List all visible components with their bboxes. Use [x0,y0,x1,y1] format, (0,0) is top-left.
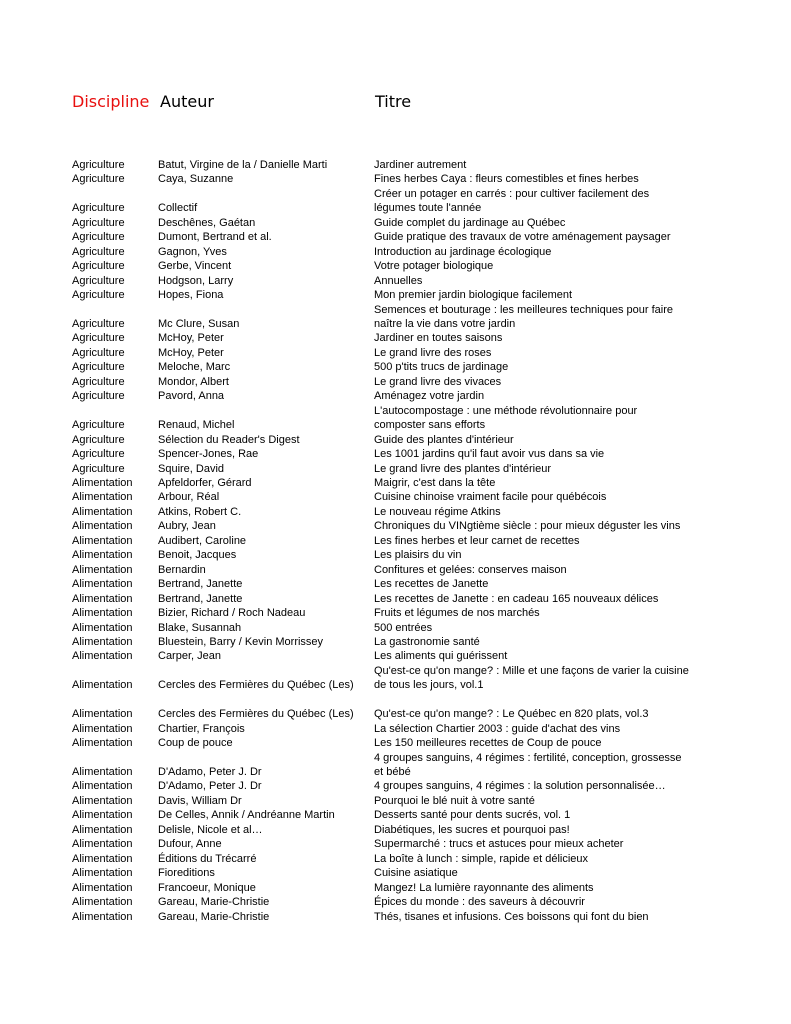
cell-auteur: Bernardin [158,563,206,576]
cell-titre [374,881,720,895]
cell-titre-line: Jardiner en toutes saisons [374,332,503,345]
table-row [72,881,722,895]
cell-titre [374,303,720,332]
cell-titre-line: Jardiner autrement [374,159,467,171]
cell-titre-line: Guide des plantes d'intérieur [374,433,514,446]
cell-titre-line: 500 entrées [374,621,433,634]
cell-auteur: Aubry, Jean [158,520,216,533]
table-row [72,895,722,909]
cell-titre [374,606,720,620]
table-row [72,852,722,866]
cell-titre-line: Les plaisirs du vin [374,549,462,562]
table-row [72,823,722,837]
table-row [72,476,722,490]
table-row [72,621,722,635]
table-row [72,404,722,433]
table-row [72,245,722,259]
cell-discipline: Agriculture [72,173,125,186]
cell-titre [374,230,720,244]
cell-titre-line: La sélection Chartier 2003 : guide d'achat des vins [374,722,621,735]
cell-discipline: Alimentation [72,838,133,851]
cell-titre-line: Guide complet du jardinage au Québec [374,216,566,229]
cell-titre-line: La gastronomie santé [374,635,480,648]
cell-discipline: Alimentation [72,722,133,735]
cell-auteur: Batut, Virgine de la / Danielle Marti [158,159,328,171]
cell-titre [374,910,720,924]
cell-titre [374,621,720,635]
table-row [72,707,722,721]
cell-titre-line: Semences et bouturage : les meilleures techniques pour faire [374,303,674,316]
cell-auteur: Gareau, Marie-Christie [158,910,270,923]
cell-discipline: Agriculture [72,332,125,345]
cell-discipline: Agriculture [72,448,125,461]
table-row [72,779,722,793]
table-row [72,736,722,750]
cell-auteur: Atkins, Robert C. [158,505,242,518]
cell-titre [374,548,720,562]
table-row [72,910,722,924]
cell-titre [374,779,720,793]
cell-discipline: Agriculture [72,245,125,258]
cell-auteur: Pavord, Anna [158,390,225,403]
table-row [72,447,722,461]
cell-titre-line: Votre potager biologique [374,260,494,273]
cell-titre [374,346,720,360]
header-titre: Titre [375,92,412,111]
table-row [72,216,722,230]
cell-titre [374,722,720,736]
cell-auteur: Gareau, Marie-Christie [158,896,270,909]
cell-discipline: Alimentation [72,476,133,489]
cell-auteur: Dumont, Bertrand et al. [158,231,272,244]
cell-titre-line: Guide pratique des travaux de votre aménagement paysager [374,231,671,244]
table-row [72,649,722,663]
cell-discipline: Alimentation [72,621,133,634]
cell-titre [374,852,720,866]
table-row [72,534,722,548]
table-row [72,722,722,736]
cell-auteur: Bizier, Richard / Roch Nadeau [158,607,306,620]
cell-titre [374,447,720,461]
cell-titre-line: Les aliments qui guérissent [374,650,508,663]
cell-titre-line: composter sans efforts [374,419,486,432]
cell-discipline: Alimentation [72,549,133,562]
cell-discipline: Agriculture [72,419,125,432]
cell-discipline: Alimentation [72,592,133,605]
cell-titre [374,490,720,504]
cell-titre-line: Les 1001 jardins qu'il faut avoir vus dans sa vie [374,448,605,461]
cell-titre-line: 4 groupes sanguins, 4 régimes : fertilité, conception, grossesse [374,751,682,764]
table-row [72,331,722,345]
cell-auteur: Gerbe, Vincent [158,260,232,273]
cell-titre-line: Thés, tisanes et infusions. Ces boissons qui font du bien [374,910,649,923]
cell-titre-line: Aménagez votre jardin [374,390,485,403]
table-row [72,664,722,707]
cell-titre-line [374,693,720,707]
cell-auteur: Benoit, Jacques [158,549,237,562]
cell-auteur: Spencer-Jones, Rae [158,448,259,461]
table-row [72,837,722,851]
table-row [72,158,722,172]
cell-auteur: D'Adamo, Peter J. Dr [158,766,262,779]
cell-titre-line: Mon premier jardin biologique facilement [374,289,573,302]
table-row [72,563,722,577]
column-header [72,92,772,116]
cell-titre [374,592,720,606]
cell-auteur: Davis, William Dr [158,794,242,807]
cell-discipline: Agriculture [72,260,125,273]
cell-titre [374,433,720,447]
cell-titre-line: Desserts santé pour dents sucrés, vol. 1 [374,809,571,822]
table-row [72,274,722,288]
cell-auteur: D'Adamo, Peter J. Dr [158,780,262,793]
cell-titre [374,331,720,345]
cell-titre [374,187,720,216]
cell-auteur: Carper, Jean [158,650,221,663]
cell-discipline: Alimentation [72,881,133,894]
cell-titre-line: Supermarché : trucs et astuces pour mieux acheter [374,838,624,851]
cell-titre [374,707,720,721]
cell-discipline: Alimentation [72,520,133,533]
cell-discipline: Alimentation [72,534,133,547]
cell-titre [374,360,720,374]
cell-auteur: Dufour, Anne [158,838,222,851]
cell-titre-line: 4 groupes sanguins, 4 régimes : la solution personnalisée… [374,780,666,793]
cell-auteur: Coup de pouce [158,737,233,750]
book-table [72,158,722,924]
cell-titre-line: Diabétiques, les sucres et pourquoi pas! [374,823,570,836]
cell-discipline: Agriculture [72,433,125,446]
table-row [72,303,722,332]
cell-titre-line: Épices du monde : des saveurs à découvrir [374,896,585,909]
cell-auteur: Deschênes, Gaétan [158,216,256,229]
cell-titre-line: Cuisine asiatique [374,867,458,880]
cell-discipline: Agriculture [72,375,125,388]
table-row [72,577,722,591]
table-row [72,375,722,389]
cell-titre [374,534,720,548]
cell-titre [374,563,720,577]
cell-auteur: Chartier, François [158,722,245,735]
cell-titre [374,476,720,490]
cell-titre [374,216,720,230]
cell-discipline: Agriculture [72,231,125,244]
cell-titre-line: Le grand livre des vivaces [374,375,502,388]
cell-titre [374,245,720,259]
cell-titre [374,172,720,186]
cell-discipline: Agriculture [72,361,125,374]
cell-titre-line: naître la vie dans votre jardin [374,317,516,330]
cell-titre [374,808,720,822]
cell-discipline: Alimentation [72,505,133,518]
cell-auteur: Audibert, Caroline [158,534,247,547]
cell-titre-line: Les 150 meilleures recettes de Coup de pouce [374,737,602,750]
cell-auteur: De Celles, Annik / Andréanne Martin [158,809,335,822]
cell-auteur: Hopes, Fiona [158,289,224,302]
cell-auteur: Arbour, Réal [158,491,220,504]
cell-titre [374,505,720,519]
cell-titre-line: Introduction au jardinage écologique [374,245,552,258]
cell-titre [374,577,720,591]
cell-auteur: Delisle, Nicole et al… [158,823,263,836]
cell-discipline: Alimentation [72,780,133,793]
cell-auteur: Cercles des Fermières du Québec (Les) [158,679,354,692]
cell-titre-line: Les recettes de Janette [374,578,489,591]
cell-auteur: Sélection du Reader's Digest [158,433,300,446]
cell-discipline: Alimentation [72,823,133,836]
table-row [72,635,722,649]
cell-auteur: Renaud, Michel [158,419,235,432]
cell-titre [374,664,720,707]
cell-titre [374,635,720,649]
cell-discipline: Alimentation [72,635,133,648]
cell-discipline: Agriculture [72,216,125,229]
table-row [72,548,722,562]
cell-titre [374,895,720,909]
cell-titre [374,519,720,533]
table-row [72,794,722,808]
cell-discipline: Agriculture [72,390,125,403]
table-row [72,519,722,533]
cell-titre-line: 500 p'tits trucs de jardinage [374,361,509,374]
table-row [72,866,722,880]
cell-titre-line: de tous les jours, vol.1 [374,679,484,692]
cell-titre-line: Confitures et gelées: conserves maison [374,563,567,576]
table-row [72,259,722,273]
cell-discipline: Alimentation [72,708,133,721]
cell-auteur: Bluestein, Barry / Kevin Morrissey [158,635,324,648]
cell-auteur: Éditions du Trécarré [158,852,257,865]
cell-auteur: Cercles des Fermières du Québec (Les) [158,708,354,721]
cell-titre [374,389,720,403]
table-row [72,808,722,822]
cell-titre-line: Le nouveau régime Atkins [374,505,501,518]
cell-discipline: Alimentation [72,491,133,504]
cell-titre [374,794,720,808]
cell-auteur: Collectif [158,202,198,215]
cell-titre [374,462,720,476]
cell-auteur: Apfeldorfer, Gérard [158,476,252,489]
cell-titre-line: Qu'est-ce qu'on mange? : Le Québec en 820 plats, vol.3 [374,708,649,721]
cell-titre [374,288,720,302]
cell-discipline: Alimentation [72,737,133,750]
cell-titre [374,736,720,750]
cell-auteur: Squire, David [158,462,225,475]
table-row [72,462,722,476]
cell-auteur: McHoy, Peter [158,332,224,345]
cell-titre-line: Le grand livre des plantes d'intérieur [374,462,551,475]
cell-titre-line: Maigrir, c'est dans la tête [374,476,496,489]
cell-titre [374,837,720,851]
cell-titre-line: Chroniques du VINgtième siècle : pour mieux déguster les vins [374,520,681,533]
cell-titre [374,158,720,172]
cell-titre-line: Pourquoi le blé nuit à votre santé [374,794,535,807]
cell-titre [374,375,720,389]
table-row [72,288,722,302]
cell-titre-line: Annuelles [374,274,423,287]
table-row [72,433,722,447]
cell-auteur: Fioreditions [158,867,215,880]
cell-discipline: Alimentation [72,607,133,620]
cell-discipline: Agriculture [72,159,125,171]
table-row [72,187,722,216]
table-row [72,606,722,620]
cell-auteur: Blake, Susannah [158,621,242,634]
cell-discipline: Agriculture [72,202,125,215]
cell-auteur: Bertrand, Janette [158,578,243,591]
cell-auteur: Gagnon, Yves [158,245,227,258]
cell-discipline: Alimentation [72,766,133,779]
table-row [72,751,722,780]
cell-titre-line: Fines herbes Caya : fleurs comestibles et fines herbes [374,173,639,186]
table-row [72,230,722,244]
cell-discipline: Alimentation [72,794,133,807]
cell-titre-line: Créer un potager en carrés : pour cultiver facilement des [374,187,650,200]
cell-titre [374,866,720,880]
cell-titre-line: Le grand livre des roses [374,346,492,359]
table-row [72,360,722,374]
cell-auteur: Mondor, Albert [158,375,229,388]
cell-titre-line: Fruits et légumes de nos marchés [374,607,540,620]
cell-discipline: Alimentation [72,852,133,865]
cell-discipline: Alimentation [72,650,133,663]
cell-auteur: Hodgson, Larry [158,274,234,287]
cell-auteur: McHoy, Peter [158,346,224,359]
cell-discipline: Alimentation [72,578,133,591]
header-discipline: Discipline [72,92,150,111]
cell-titre-line: Qu'est-ce qu'on mange? : Mille et une façons de varier la cuisine [374,664,689,677]
table-row [72,346,722,360]
cell-discipline: Alimentation [72,867,133,880]
cell-discipline: Alimentation [72,896,133,909]
cell-titre-line: légumes toute l'année [374,202,482,215]
cell-titre-line: Cuisine chinoise vraiment facile pour québécois [374,491,607,504]
cell-discipline: Alimentation [72,809,133,822]
cell-titre [374,404,720,433]
table-row [72,172,722,186]
cell-titre [374,823,720,837]
cell-discipline: Agriculture [72,274,125,287]
cell-discipline: Agriculture [72,317,125,330]
cell-titre-line: La boîte à lunch : simple, rapide et délicieux [374,852,589,865]
cell-titre-line: Les recettes de Janette : en cadeau 165 nouveaux délices [374,592,659,605]
cell-discipline: Agriculture [72,289,125,302]
cell-titre-line: Les fines herbes et leur carnet de recettes [374,534,580,547]
cell-titre [374,259,720,273]
cell-titre-line: Mangez! La lumière rayonnante des aliments [374,881,594,894]
cell-titre [374,274,720,288]
cell-titre [374,751,720,780]
cell-titre-line: et bébé [374,766,411,779]
header-auteur: Auteur [160,92,214,111]
table-row [72,490,722,504]
cell-auteur: Bertrand, Janette [158,592,243,605]
cell-auteur: Francoeur, Monique [158,881,256,894]
cell-auteur: Meloche, Marc [158,361,231,374]
cell-titre-line: L'autocompostage : une méthode révolutionnaire pour [374,404,638,417]
cell-discipline: Alimentation [72,563,133,576]
cell-discipline: Agriculture [72,462,125,475]
cell-auteur: Caya, Suzanne [158,173,234,186]
cell-auteur: Mc Clure, Susan [158,317,240,330]
cell-titre [374,649,720,663]
table-row [72,592,722,606]
cell-discipline: Alimentation [72,910,133,923]
cell-discipline: Alimentation [72,679,133,692]
table-row [72,505,722,519]
table-row [72,389,722,403]
cell-discipline: Agriculture [72,346,125,359]
